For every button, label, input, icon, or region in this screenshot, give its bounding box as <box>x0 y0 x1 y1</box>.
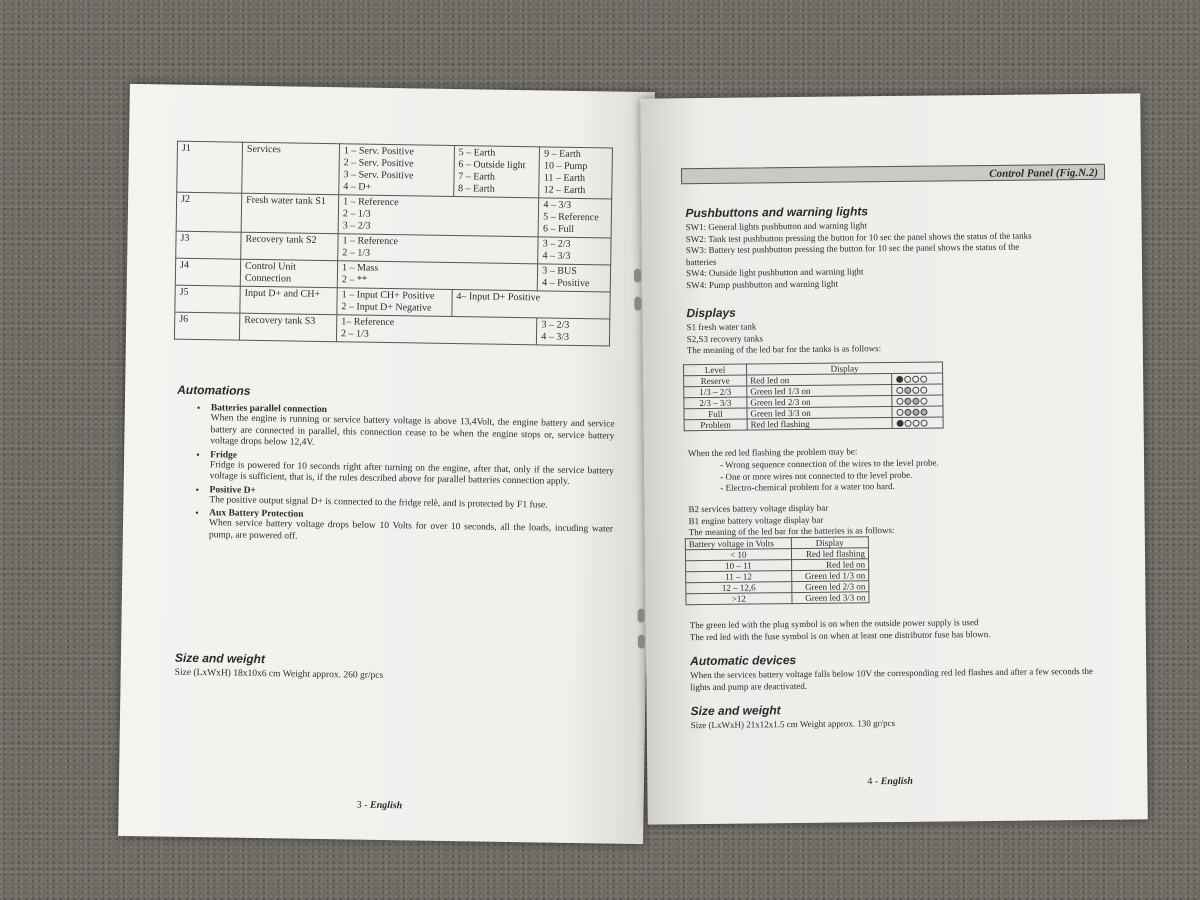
binding-hole <box>634 269 641 283</box>
text-line: SW4: Outside light pushbutton and warning light <box>685 266 864 279</box>
automations-list <box>181 403 615 550</box>
pins-col-2 <box>452 290 611 319</box>
automatic-text: When the services battery voltage falls below 10V the corresponding red led flashes and after a few seconds the lights and pump are deactivated. <box>690 665 1093 692</box>
led-dot-icon <box>904 398 911 405</box>
automation-desc: Fridge is powered for 10 seconds right after turning on the engine, after that, only if the service battery voltage is sufficient, that is, if the rules described above for parallel batteries connection apply. <box>209 459 614 487</box>
text-line: batteries <box>685 256 717 267</box>
cell-line: 7 – Earth <box>458 171 496 183</box>
cell-line: 2 – 1/3 <box>342 208 371 220</box>
cell-line: 6 – Full <box>542 223 575 235</box>
cell-line: 12 – Earth <box>543 184 586 197</box>
voltage-cell: >12 <box>686 593 792 605</box>
cell-line: Control Unit <box>245 260 297 273</box>
cell-line: 6 – Outside light <box>458 159 526 172</box>
text-line: SW2: Tank test pushbutton pressing the button for 10 sec the panel shows the status of the tanks <box>685 230 1032 244</box>
table-row <box>684 417 943 431</box>
cell-line: 1 – Reference <box>342 235 399 248</box>
text-line: SW3: Battery test pushbutton pressing the button for 10 sec the panel shows the status of the <box>685 241 1020 256</box>
control-panel-header: Control Panel (Fig.N.2) <box>681 164 1105 184</box>
pins-col-1 <box>338 234 539 264</box>
connector-table <box>174 141 613 347</box>
led-dot-icon <box>912 376 919 383</box>
cell-line: 4 – 3/3 <box>541 331 570 343</box>
connector-name <box>240 259 337 288</box>
table-row <box>174 312 609 346</box>
binding-hole <box>634 297 641 311</box>
cell-line: 1 – Serv. Positive <box>343 145 414 158</box>
led-dot-icon <box>904 409 911 416</box>
led-dot-icon <box>921 420 928 427</box>
automation-title: • Fridge <box>210 449 238 461</box>
display-cell: Green led 2/3 on <box>747 396 892 409</box>
header-cell: Display <box>746 362 942 375</box>
connector-id: J5 <box>175 285 240 313</box>
cell-line: 1 – Input CH+ Positive <box>341 289 435 302</box>
cell-line: 8 – Earth <box>457 183 495 195</box>
cell-line: 1 – Mass <box>341 262 379 274</box>
level-cell: Reserve <box>684 375 747 387</box>
pins-col-3 <box>538 237 611 265</box>
left-size-text: Size (LxWxH) 18x10x6 cm Weight approx. 260 gr/pcs <box>174 667 384 681</box>
cell-line: 1– Reference <box>341 316 395 329</box>
list-item <box>181 508 613 548</box>
level-cell: Full <box>684 408 747 420</box>
right-page <box>640 93 1148 824</box>
automation-title: • Aux Battery Protection <box>209 508 304 520</box>
pins-col-3 <box>537 318 610 346</box>
led-dot-icon <box>912 387 919 394</box>
table-row <box>177 141 613 199</box>
cell-line: 10 – Pump <box>543 160 588 173</box>
table-row <box>686 592 869 605</box>
cell-line: 1 – Reference <box>343 196 399 209</box>
level-cell: 1/3 – 2/3 <box>684 386 747 398</box>
led-dot-icon <box>913 420 920 427</box>
led-dot-icon <box>896 376 903 383</box>
display-cell: Green led 1/3 on <box>791 570 868 582</box>
voltage-cell: 12 – 12,6 <box>686 582 792 594</box>
led-dot-icon <box>904 387 911 394</box>
connector-name <box>241 232 338 261</box>
pushbuttons-text <box>686 218 1107 291</box>
right-page-number: 4 - English <box>867 775 914 788</box>
display-cell: Red led flashing <box>747 418 892 431</box>
list-item <box>182 403 615 454</box>
tank-level-table <box>683 361 944 431</box>
cell-line: Fresh water tank S1 <box>246 194 326 208</box>
header-cell: Battery voltage in Volts <box>685 538 791 550</box>
display-cell: Red led on <box>747 374 892 387</box>
voltage-cell: 11 – 12 <box>686 571 792 583</box>
binding-hole <box>638 635 645 649</box>
header-cell: Level <box>684 364 747 376</box>
cell-line: 9 – Earth <box>544 148 581 161</box>
text-line: - One or more wires not connected to the level probe. <box>720 469 913 482</box>
led-dot-icon <box>912 409 919 416</box>
led-dot-icon <box>912 398 919 405</box>
cell-line: 4 – Positive <box>542 277 590 290</box>
cell-line: 3 – BUS <box>542 265 577 277</box>
cell-line: 3 – 2/3 <box>342 220 371 232</box>
led-bar <box>892 417 943 429</box>
cell-line: Recovery tank S2 <box>245 233 317 246</box>
level-cell: 2/3 – 3/3 <box>684 397 747 409</box>
automation-desc: The positive output signal D+ is connected to the fridge relè, and is protected by F1 fuse. <box>209 494 548 511</box>
led-notes <box>690 616 1110 643</box>
led-dot-icon <box>904 376 911 383</box>
cell-line: 2 – 1/3 <box>340 328 369 340</box>
table-row <box>176 192 612 238</box>
led-bar <box>892 384 943 396</box>
display-cell: Green led 3/3 on <box>792 592 869 604</box>
cell-line: 2 – ** <box>341 274 367 286</box>
cell-line: 4 – D+ <box>343 181 372 193</box>
cell-line: 5 – Earth <box>458 147 496 159</box>
connector-id: J2 <box>176 192 242 232</box>
pins-col-1 <box>337 288 452 317</box>
cell-line: 3 – 2/3 <box>542 238 571 250</box>
list-item <box>182 449 614 489</box>
left-size-title: Size and weight <box>174 650 266 667</box>
cell-line: 4 – 3/3 <box>542 250 571 262</box>
level-cell: Problem <box>684 419 747 431</box>
pins-col-3 <box>539 147 612 199</box>
automations-title: Automations <box>177 382 251 398</box>
text-line: The meaning of the led bar for the batteries is as follows: <box>688 524 895 538</box>
led-dot-icon <box>920 376 927 383</box>
cell-line: Services <box>246 143 281 156</box>
connector-name <box>241 193 339 234</box>
automation-title: • Positive D+ <box>209 484 256 496</box>
pins-col-3 <box>538 264 611 292</box>
connector-name <box>239 313 336 342</box>
text-line: SW1: General lights pushbutton and warning light <box>685 220 868 233</box>
text-line: - Electro-chemical problem for a water too hard. <box>720 480 895 493</box>
led-dot-icon <box>920 409 927 416</box>
binding-hole <box>638 609 645 623</box>
pins-col-1 <box>336 315 537 345</box>
connector-id: J3 <box>176 231 241 259</box>
pins-col-1 <box>337 261 538 291</box>
pushbuttons-title: Pushbuttons and warning lights <box>685 204 869 221</box>
battery-voltage-table <box>685 536 870 605</box>
cell-line: 3 – Serv. Positive <box>343 169 414 182</box>
text-line: S1 fresh water tank <box>686 321 757 333</box>
connector-name <box>242 142 340 195</box>
left-page-number: 3 - English <box>356 799 403 812</box>
text-line: The green led with the plug symbol is on when the outside power supply is used <box>689 617 979 631</box>
cell-line: 2 – Serv. Positive <box>343 157 414 170</box>
led-dot-icon <box>897 420 904 427</box>
automatic-title: Automatic devices <box>690 653 797 669</box>
battery-intro <box>688 500 1108 539</box>
text-line: B1 engine battery voltage display bar <box>688 514 824 526</box>
automation-desc: When the engine is running or service battery voltage is above 13,4Volt, the engine battery and service battery are connected in parallel, this connection cease to be when the engine stops or, service battery voltage drops below 12,4V. <box>210 413 615 448</box>
voltage-cell: 10 – 11 <box>686 560 792 572</box>
pins-col-2 <box>453 146 539 198</box>
cell-line: 4 – 3/3 <box>543 199 572 211</box>
left-page <box>118 84 655 844</box>
text-line: SW4: Pump pushbutton and warning light <box>686 278 838 290</box>
automation-desc: When service battery voltage drops below 10 Volts for over 10 seconds, all the loads, incuding water pump, are powered off. <box>208 518 614 542</box>
display-cell: Green led 3/3 on <box>747 407 892 420</box>
connector-id: J1 <box>177 141 243 193</box>
pins-col-1 <box>339 144 455 197</box>
led-dot-icon <box>905 420 912 427</box>
right-size-title: Size and weight <box>690 703 781 719</box>
right-size-text: Size (LxWxH) 21x12x1.5 cm Weight approx. 130 gr/pcs <box>690 718 896 731</box>
display-cell: Green led 1/3 on <box>747 385 892 398</box>
pins-col-1 <box>338 195 539 237</box>
cell-line: 5 – Reference <box>543 211 599 224</box>
cell-line: 11 – Earth <box>543 172 586 185</box>
led-dot-icon <box>920 398 927 405</box>
display-cell: Red led flashing <box>791 548 868 560</box>
led-dot-icon <box>896 409 903 416</box>
text-line: The meaning of the led bar for the tanks is as follows: <box>686 343 882 356</box>
display-cell: Red led on <box>791 559 868 571</box>
led-dot-icon <box>896 387 903 394</box>
cell-line: Connection <box>244 272 292 285</box>
cell-line: 4– Input D+ Positive <box>456 291 541 304</box>
text-line: - Wrong sequence connection of the wires to the level probe. <box>719 457 939 470</box>
displays-text <box>687 318 1107 357</box>
display-cell: Green led 2/3 on <box>791 581 868 593</box>
led-bar <box>892 395 943 407</box>
cell-line: Input D+ and CH+ <box>244 287 321 300</box>
led-dot-icon <box>896 398 903 405</box>
led-bar <box>892 373 943 385</box>
automation-title: • Batteries parallel connection <box>210 403 328 416</box>
text-line: B2 services battery voltage display bar <box>688 502 829 515</box>
displays-title: Displays <box>686 305 736 321</box>
header-cell: Display <box>791 537 868 549</box>
connector-id: J6 <box>174 312 239 340</box>
cell-line: 2 – Input D+ Negative <box>341 301 432 314</box>
cell-line: Recovery tank S3 <box>244 314 316 327</box>
problem-intro: When the red led flashing the problem may be: <box>687 446 858 459</box>
pins-col-3 <box>538 198 611 238</box>
connector-id: J4 <box>175 258 240 286</box>
voltage-cell: < 10 <box>685 549 791 561</box>
led-dot-icon <box>920 387 927 394</box>
cell-line: 2 – 1/3 <box>342 247 371 259</box>
text-line: The red led with the fuse symbol is on when at least one distributor fuse has blown. <box>689 628 991 642</box>
connector-name <box>240 286 337 315</box>
led-bar <box>892 406 943 418</box>
problem-list <box>710 456 1130 495</box>
text-line: S2,S3 recovery tanks <box>686 332 764 344</box>
cell-line: 3 – 2/3 <box>541 319 570 331</box>
